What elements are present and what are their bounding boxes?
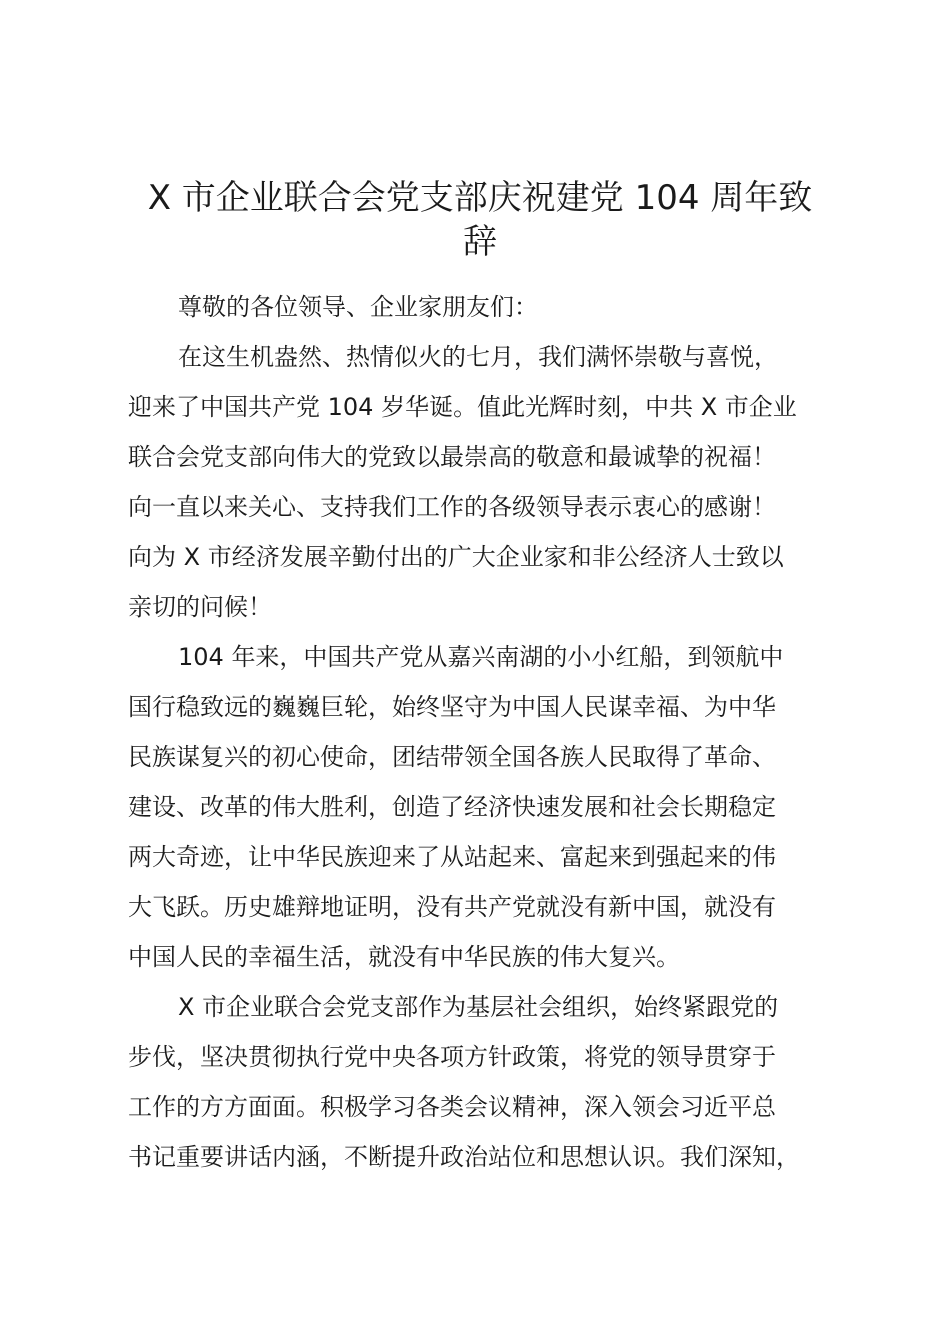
title-line-1: X 市企业联合会党支部庆祝建党 104 周年致: [147, 178, 813, 218]
paragraph-1-line-2: 迎来了中国共产党 104 岁华诞。值此光辉时刻，中共 X 市企业: [128, 393, 797, 421]
paragraph-3-line-2: 步伐，坚决贯彻执行党中央各项方针政策，将党的领导贯穿于: [128, 1043, 776, 1071]
paragraph-2-line-6: 大飞跃。历史雄辩地证明，没有共产党就没有新中国，就没有: [128, 893, 776, 921]
title-line-2: 辞: [463, 222, 497, 262]
paragraph-1-line-3: 联合会党支部向伟大的党致以最崇高的敬意和最诚挚的祝福！: [128, 443, 776, 471]
paragraph-1-line-4: 向一直以来关心、支持我们工作的各级领导表示衷心的感谢！: [128, 493, 776, 521]
paragraph-3-line-1: X 市企业联合会党支部作为基层社会组织，始终紧跟党的: [178, 993, 779, 1021]
paragraph-1-line-6: 亲切的问候！: [128, 593, 272, 621]
paragraph-2-line-5: 两大奇迹，让中华民族迎来了从站起来、富起来到强起来的伟: [128, 843, 776, 871]
paragraph-2-line-1: 104 年来，中国共产党从嘉兴南湖的小小红船，到领航中: [178, 643, 784, 671]
paragraph-2-line-7: 中国人民的幸福生活，就没有中华民族的伟大复兴。: [128, 943, 680, 971]
paragraph-2-line-4: 建设、改革的伟大胜利，创造了经济快速发展和社会长期稳定: [128, 793, 776, 821]
document-body: [128, 282, 848, 1182]
paragraph-1-line-1: 在这生机盎然、热情似火的七月，我们满怀崇敬与喜悦，: [178, 343, 778, 371]
paragraph-1-line-5: 向为 X 市经济发展辛勤付出的广大企业家和非公经济人士致以: [128, 543, 784, 571]
paragraph-2-line-2: 国行稳致远的巍巍巨轮，始终坚守为中国人民谋幸福、为中华: [128, 693, 776, 721]
paragraph-3-line-3: 工作的方方面面。积极学习各类会议精神，深入领会习近平总: [128, 1093, 776, 1121]
paragraph-3-line-4: 书记重要讲话内涵，不断提升政治站位和思想认识。我们深知，: [128, 1143, 800, 1171]
salutation: 尊敬的各位领导、企业家朋友们：: [178, 293, 538, 321]
paragraph-2-line-3: 民族谋复兴的初心使命，团结带领全国各族人民取得了革命、: [128, 743, 776, 771]
document-title: [128, 176, 832, 264]
